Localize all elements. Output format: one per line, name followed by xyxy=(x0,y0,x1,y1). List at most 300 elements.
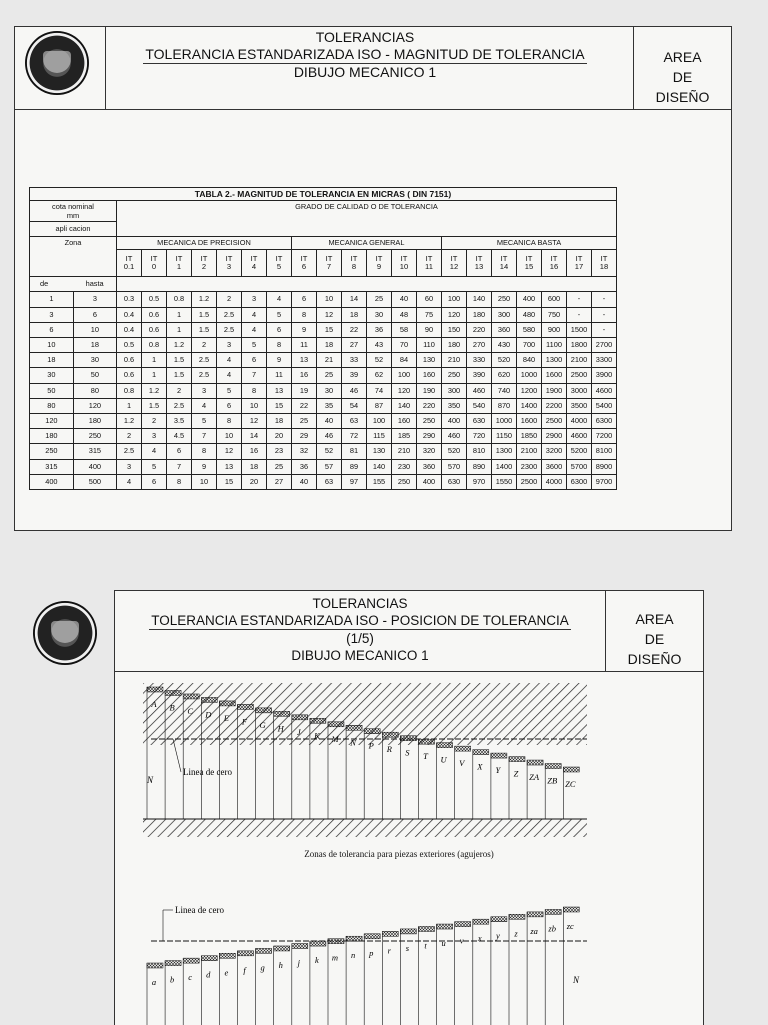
table-cell: 0.4 xyxy=(117,307,142,322)
table-cell: 300 xyxy=(442,383,467,398)
shaft-zone-letter: r xyxy=(387,945,391,956)
it-prefix: IT xyxy=(525,254,533,264)
table-cell: 1.5 xyxy=(167,353,192,368)
table-cell: 4 xyxy=(217,353,242,368)
table-cell: 1.5 xyxy=(192,322,217,337)
hole-zone-band xyxy=(328,722,344,727)
table-cell: 70 xyxy=(392,338,417,353)
table-cell: 1000 xyxy=(492,414,517,429)
table-cell: 8 xyxy=(167,474,192,489)
table-cell: 630 xyxy=(467,414,492,429)
table-cell: 1150 xyxy=(492,429,517,444)
hole-zone-letter: Y xyxy=(495,765,501,776)
table-cell: 110 xyxy=(417,338,442,353)
table-cell: 300 xyxy=(492,307,517,322)
table-cell: 25 xyxy=(267,459,292,474)
table-cell: 0.3 xyxy=(117,292,142,307)
grade-column-header xyxy=(567,250,592,277)
table-cell: 580 xyxy=(517,322,542,337)
table-cell: 13 xyxy=(217,459,242,474)
shaft-zone-letter: c xyxy=(188,972,193,983)
table-cell: 3 xyxy=(30,307,74,322)
table-cell: 840 xyxy=(517,353,542,368)
table-cell: 2500 xyxy=(517,474,542,489)
table-row xyxy=(30,459,617,474)
hole-zone-band xyxy=(382,732,398,737)
table-cell: 1300 xyxy=(492,444,517,459)
table-cell: 1900 xyxy=(542,383,567,398)
hole-zone-band xyxy=(473,750,489,755)
left-head-de: de xyxy=(30,277,74,292)
table-cell: 270 xyxy=(467,338,492,353)
table-cell: 36 xyxy=(367,322,392,337)
table-row xyxy=(30,353,617,368)
institution-seal-logo xyxy=(25,31,89,95)
table-cell: 1.5 xyxy=(167,368,192,383)
table-cell: 15 xyxy=(317,322,342,337)
table-cell: 620 xyxy=(492,368,517,383)
table-cell: 120 xyxy=(73,398,116,413)
table-cell: 180 xyxy=(467,307,492,322)
grade-column-header xyxy=(242,250,267,277)
table-cell: 81 xyxy=(342,444,367,459)
table-cell: - xyxy=(567,307,592,322)
table-cell: 30 xyxy=(73,353,116,368)
grade-column-header xyxy=(267,250,292,277)
table-cell: 600 xyxy=(542,292,567,307)
grade-column-header xyxy=(192,250,217,277)
table-cell: 500 xyxy=(73,474,116,489)
table-cell: 2300 xyxy=(517,459,542,474)
table-cell: 2 xyxy=(167,383,192,398)
table-cell: 1.2 xyxy=(142,383,167,398)
table-cell: 250 xyxy=(73,429,116,444)
table-cell: 2.5 xyxy=(192,368,217,383)
table-cell: 22 xyxy=(292,398,317,413)
table-row xyxy=(30,429,617,444)
table-cell: 0.8 xyxy=(142,338,167,353)
left-head-mm: mm xyxy=(66,211,80,220)
hole-zone-letter: V xyxy=(459,758,465,769)
shaft-zone-letter: z xyxy=(514,928,518,939)
table-cell: 32 xyxy=(292,444,317,459)
table-cell: 10 xyxy=(317,292,342,307)
table-row xyxy=(30,398,617,413)
grade-column-header xyxy=(467,250,492,277)
table-cell: 400 xyxy=(442,414,467,429)
table-cell: 12 xyxy=(242,414,267,429)
table-cell: 18 xyxy=(317,338,342,353)
table-cell: 0.6 xyxy=(142,307,167,322)
tolerance-position-sheet xyxy=(114,590,704,1025)
table-cell: 210 xyxy=(442,353,467,368)
tolerance-magnitude-sheet xyxy=(14,26,732,531)
table-cell: - xyxy=(592,292,617,307)
shaft-zone-band xyxy=(382,931,398,936)
table-cell: 10 xyxy=(192,474,217,489)
shaft-zone-letter: h xyxy=(278,959,283,970)
table-cell: 6 xyxy=(242,353,267,368)
table-cell: 50 xyxy=(73,368,116,383)
shaft-zone-band xyxy=(183,958,199,963)
table-cell: 1500 xyxy=(567,322,592,337)
table-cell: 350 xyxy=(442,398,467,413)
table-cell: 390 xyxy=(467,368,492,383)
table-cell: 29 xyxy=(292,429,317,444)
table-cell: 720 xyxy=(467,429,492,444)
table-cell: 4 xyxy=(217,368,242,383)
hole-zone-letter: ZC xyxy=(565,779,576,789)
table-cell: 9700 xyxy=(592,474,617,489)
hole-zone-letter: K xyxy=(314,730,320,741)
table-cell: 0.5 xyxy=(142,292,167,307)
table-cell: 230 xyxy=(392,459,417,474)
grade-column-header xyxy=(592,250,617,277)
grade-number: 17 xyxy=(574,262,584,272)
shaft-zone-letter: t xyxy=(424,940,427,951)
grade-column-header xyxy=(292,250,317,277)
table-cell: 18 xyxy=(267,414,292,429)
shaft-zone-band xyxy=(437,924,453,929)
grade-column-header xyxy=(517,250,542,277)
table-cell: 1000 xyxy=(517,368,542,383)
it-prefix: IT xyxy=(400,254,408,264)
shaft-zone-band xyxy=(292,944,308,949)
table-cell: 5700 xyxy=(567,459,592,474)
hole-zone-letter: H xyxy=(277,723,284,734)
it-prefix: IT xyxy=(200,254,208,264)
table-cell: 13 xyxy=(267,383,292,398)
table-cell: 2.5 xyxy=(167,398,192,413)
hole-zone-letter: N xyxy=(350,737,356,748)
zero-line-label: Linea de cero xyxy=(175,905,224,915)
table-cell: 0.8 xyxy=(167,292,192,307)
hole-zone-band xyxy=(274,711,290,716)
table-cell: 74 xyxy=(367,383,392,398)
table-cell: 6 xyxy=(167,444,192,459)
grade-number: 15 xyxy=(524,262,534,272)
table-cell: 100 xyxy=(442,292,467,307)
shaft-zone-letter: x xyxy=(477,933,482,944)
grade-column-header xyxy=(442,250,467,277)
hole-zone-letter: Z xyxy=(513,768,519,779)
table-cell: 58 xyxy=(392,322,417,337)
group-header-0: MECANICA DE PRECISION xyxy=(117,237,292,250)
shaft-zone-band xyxy=(219,953,235,958)
table-cell: 6300 xyxy=(567,474,592,489)
table-cell: 115 xyxy=(367,429,392,444)
shaft-tolerance-zones-diagram xyxy=(143,901,589,1025)
table-cell: 6 xyxy=(73,307,116,322)
table-cell: 130 xyxy=(417,353,442,368)
grade-number: 8 xyxy=(351,262,357,272)
table-cell: 23 xyxy=(267,444,292,459)
table-cell: 1600 xyxy=(542,368,567,383)
table-cell: 60 xyxy=(417,292,442,307)
shaft-zone-letter: f xyxy=(243,964,246,975)
grade-column-header xyxy=(342,250,367,277)
left-head-aplicacion: apli cacion xyxy=(30,222,117,237)
tolerance-magnitude-table xyxy=(29,187,617,490)
table-cell: 2700 xyxy=(592,338,617,353)
table-cell: 63 xyxy=(317,474,342,489)
table-cell: 330 xyxy=(467,353,492,368)
table-cell: 4000 xyxy=(542,474,567,489)
table-cell: 20 xyxy=(242,474,267,489)
table-cell: 3000 xyxy=(567,383,592,398)
table-cell: 12 xyxy=(317,307,342,322)
table-cell: 540 xyxy=(467,398,492,413)
table-cell: 1800 xyxy=(567,338,592,353)
grade-column-header xyxy=(217,250,242,277)
sheet-header xyxy=(115,591,703,672)
table-cell: 3.5 xyxy=(167,414,192,429)
table-cell: 4 xyxy=(242,307,267,322)
shaft-zone-letter: za xyxy=(530,925,538,936)
table-cell: 40 xyxy=(317,414,342,429)
table-cell: 630 xyxy=(442,474,467,489)
hole-zone-band xyxy=(147,687,163,692)
table-cell: 30 xyxy=(317,383,342,398)
left-head-zona: Zona xyxy=(30,237,117,277)
shaft-zone-band xyxy=(364,934,380,939)
table-cell: 1 xyxy=(142,353,167,368)
table-cell: 4 xyxy=(142,444,167,459)
table-cell: 2500 xyxy=(567,368,592,383)
grade-number: 9 xyxy=(376,262,382,272)
shaft-zone-letter: zc xyxy=(566,921,574,931)
table-cell: 97 xyxy=(342,474,367,489)
grade-number: 6 xyxy=(301,262,307,272)
table-cell: 750 xyxy=(542,307,567,322)
table-cell: 87 xyxy=(367,398,392,413)
table-cell: 3 xyxy=(192,383,217,398)
shaft-zone-band xyxy=(346,936,362,941)
table-cell: 39 xyxy=(342,368,367,383)
it-prefix: IT xyxy=(450,254,458,264)
title-line-1: TOLERANCIAS xyxy=(315,29,415,45)
table-cell: 89 xyxy=(342,459,367,474)
table-cell: 890 xyxy=(467,459,492,474)
hole-zone-letter: F xyxy=(241,716,248,727)
it-prefix: IT xyxy=(300,254,308,264)
table-cell: 22 xyxy=(342,322,367,337)
grade-column-header xyxy=(492,250,517,277)
table-cell: 1400 xyxy=(492,459,517,474)
table-cell: 25 xyxy=(367,292,392,307)
hole-tolerance-zones-diagram xyxy=(143,683,589,843)
table-row xyxy=(30,338,617,353)
grade-number: 5 xyxy=(276,262,282,272)
table-cell: 4 xyxy=(267,292,292,307)
shaft-zone-letter: b xyxy=(169,974,175,985)
it-prefix: IT xyxy=(500,254,508,264)
hole-zone-band xyxy=(400,736,416,741)
shaft-zone-band xyxy=(147,963,163,968)
institution-seal-logo xyxy=(33,601,97,665)
table-cell: 430 xyxy=(492,338,517,353)
shaft-zone-band xyxy=(491,917,507,922)
table-cell: 140 xyxy=(392,398,417,413)
table-cell: 1 xyxy=(167,322,192,337)
hole-zone-band xyxy=(346,725,362,730)
table-cell: 1.5 xyxy=(142,398,167,413)
table-cell: 1850 xyxy=(517,429,542,444)
table-cell: 100 xyxy=(367,414,392,429)
it-prefix: IT xyxy=(550,254,558,264)
zero-line-label: Linea de cero xyxy=(183,767,232,777)
table-cell: 52 xyxy=(317,444,342,459)
table-cell: 25 xyxy=(317,368,342,383)
hole-zone-letter: A xyxy=(151,699,157,709)
hole-zone-letter: C xyxy=(187,705,194,716)
table-cell: 2 xyxy=(142,414,167,429)
shaft-zone-band xyxy=(256,948,272,953)
table-cell: 4000 xyxy=(567,414,592,429)
table-cell: 13 xyxy=(292,353,317,368)
table-cell: 63 xyxy=(342,414,367,429)
hole-zone-band xyxy=(527,760,543,765)
table-cell: 0.5 xyxy=(117,338,142,353)
left-head-hasta: hasta xyxy=(73,277,116,292)
hole-zone-band xyxy=(364,729,380,734)
grade-number: 13 xyxy=(474,262,484,272)
table-cell: 27 xyxy=(342,338,367,353)
table-cell: 160 xyxy=(392,414,417,429)
grade-number: 0.1 xyxy=(123,262,135,272)
sheet-title xyxy=(105,29,625,81)
table-cell: 4.5 xyxy=(167,429,192,444)
hole-zone-band xyxy=(165,690,181,695)
grade-column-header xyxy=(542,250,567,277)
hole-zone-band xyxy=(419,739,435,744)
table-cell: 810 xyxy=(467,444,492,459)
table-cell: 14 xyxy=(342,292,367,307)
hole-zone-letter: P xyxy=(368,740,374,751)
table-row xyxy=(30,368,617,383)
table-cell: 1 xyxy=(167,307,192,322)
table-cell: 290 xyxy=(417,429,442,444)
shaft-zone-band xyxy=(238,951,254,956)
table-cell: 520 xyxy=(442,444,467,459)
table-cell: 250 xyxy=(392,474,417,489)
it-prefix: IT xyxy=(225,254,233,264)
table-cell: 2.5 xyxy=(117,444,142,459)
hole-zone-band xyxy=(292,715,308,720)
table-cell: 25 xyxy=(292,414,317,429)
grade-number: 12 xyxy=(449,262,459,272)
n-label: N xyxy=(147,775,154,785)
table-cell: 315 xyxy=(73,444,116,459)
table-cell: 100 xyxy=(392,368,417,383)
table-cell: 1100 xyxy=(542,338,567,353)
shaft-zone-letter: v xyxy=(459,935,464,946)
hole-zone-letter: S xyxy=(405,747,410,758)
table-cell: 8100 xyxy=(592,444,617,459)
table-cell: - xyxy=(567,292,592,307)
table-cell: 54 xyxy=(342,398,367,413)
table-cell: 1400 xyxy=(517,398,542,413)
table-cell: 5200 xyxy=(567,444,592,459)
shaft-zone-letter: e xyxy=(224,967,229,978)
hatched-body-bottom xyxy=(143,819,587,837)
table-cell: 400 xyxy=(30,474,74,489)
table-cell: 8 xyxy=(292,307,317,322)
hole-zone-band xyxy=(238,704,254,709)
table-cell: - xyxy=(592,307,617,322)
table-row xyxy=(30,474,617,489)
table-cell: 27 xyxy=(267,474,292,489)
table-cell: 6 xyxy=(142,474,167,489)
table-row xyxy=(30,292,617,307)
sheet-header xyxy=(15,27,731,110)
table-cell: 250 xyxy=(492,292,517,307)
table-cell: 320 xyxy=(417,444,442,459)
hole-zone-letter: R xyxy=(386,744,392,755)
table-cell: 15 xyxy=(217,474,242,489)
grade-number: 18 xyxy=(599,262,609,272)
table-cell: 700 xyxy=(517,338,542,353)
table-cell: 2100 xyxy=(567,353,592,368)
hole-zone-letter: U xyxy=(440,754,447,765)
hole-zone-band xyxy=(437,743,453,748)
it-prefix: IT xyxy=(250,254,258,264)
table-cell: 5 xyxy=(242,338,267,353)
grade-number: 3 xyxy=(226,262,232,272)
table-cell: 18 xyxy=(242,459,267,474)
hole-zone-band xyxy=(219,701,235,706)
table-cell: 21 xyxy=(317,353,342,368)
shaft-zone-letter: u xyxy=(441,938,446,949)
table-cell: 1.2 xyxy=(117,414,142,429)
grade-number: 11 xyxy=(425,262,433,272)
area-box: AREA DE DISEÑO xyxy=(633,27,731,109)
table-cell: 120 xyxy=(30,414,74,429)
hole-zone-letter: J xyxy=(296,726,301,737)
table-cell: 180 xyxy=(73,414,116,429)
it-prefix: IT xyxy=(475,254,483,264)
table-cell: 5 xyxy=(192,414,217,429)
table-cell: 4600 xyxy=(592,383,617,398)
hole-zone-letter: T xyxy=(423,751,428,762)
grade-number: 0 xyxy=(151,262,157,272)
grade-number: 7 xyxy=(326,262,332,272)
table-cell: 10 xyxy=(73,322,116,337)
grade-column-header xyxy=(167,250,192,277)
table-cell: 190 xyxy=(417,383,442,398)
table-caption: TABLA 2.- MAGNITUD DE TOLERANCIA EN MICRAS ( DIN 7151) xyxy=(30,188,617,201)
table-cell: 11 xyxy=(292,338,317,353)
table-cell: 46 xyxy=(317,429,342,444)
grade-column-header xyxy=(117,250,142,277)
table-cell: 5 xyxy=(267,307,292,322)
table-cell: 20 xyxy=(267,429,292,444)
group-header-2: MECANICA BASTA xyxy=(442,237,617,250)
shaft-zone-band xyxy=(310,941,326,946)
hole-zone-band xyxy=(310,718,326,723)
it-prefix: IT xyxy=(575,254,583,264)
table-cell: 120 xyxy=(442,307,467,322)
grade-number: 14 xyxy=(499,262,509,272)
hole-zone-letter: B xyxy=(169,702,175,713)
table-cell: 16 xyxy=(292,368,317,383)
table-cell: 14 xyxy=(242,429,267,444)
table-cell: 8 xyxy=(267,338,292,353)
shaft-zone-band xyxy=(201,956,217,961)
table-cell: 180 xyxy=(30,429,74,444)
shaft-zone-letter: zb xyxy=(548,923,556,934)
hole-zone-band xyxy=(455,746,471,751)
